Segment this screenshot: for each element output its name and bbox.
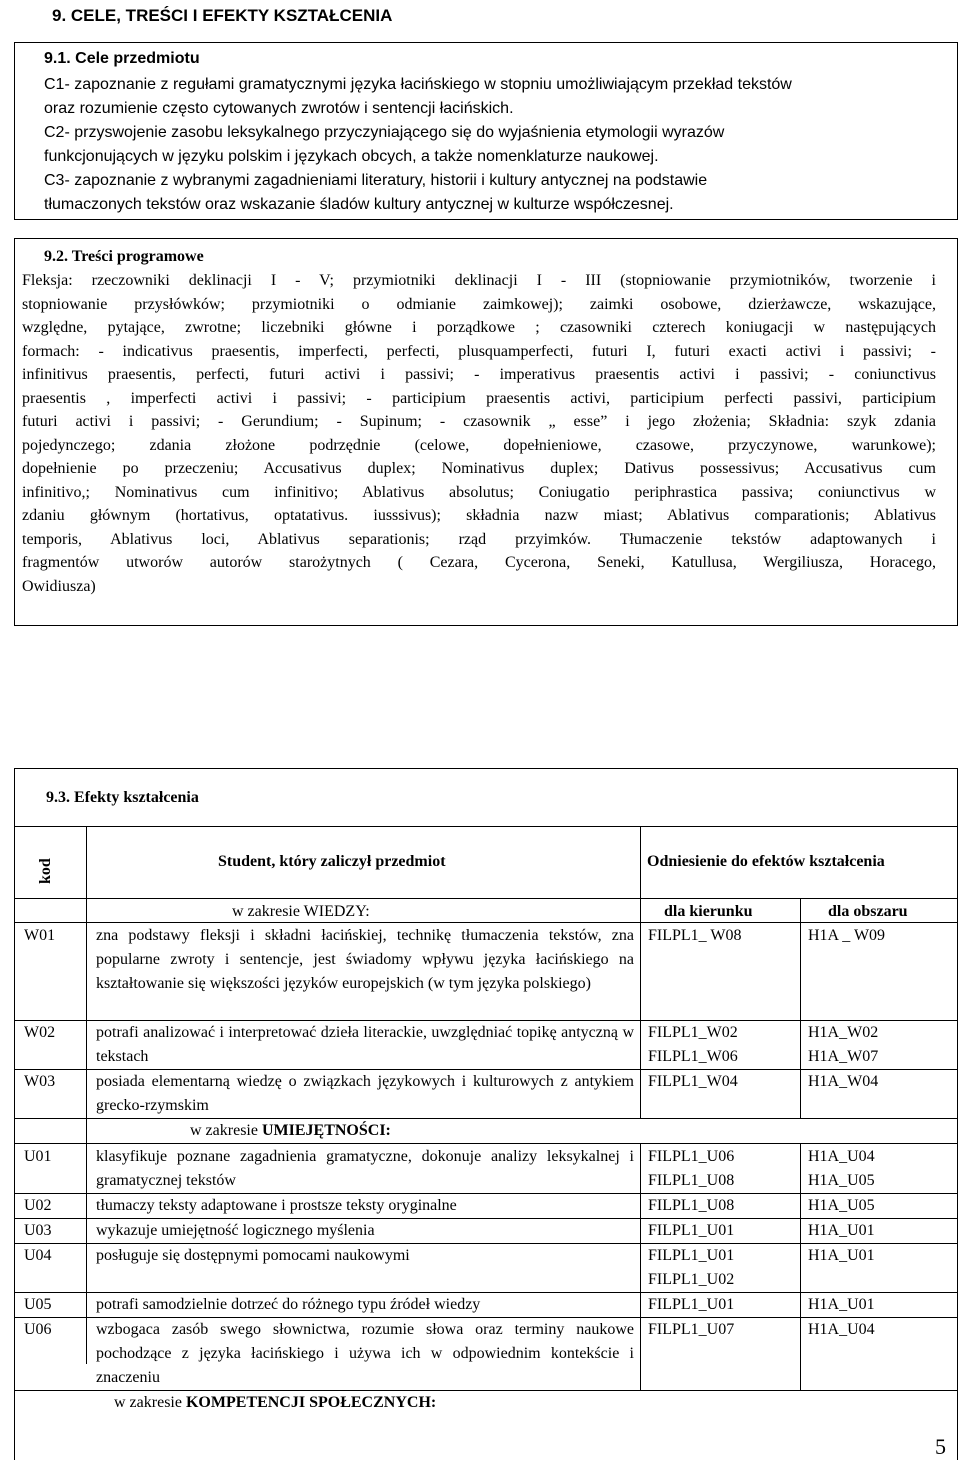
content-line: infinitivo,; Nominativus cum infinitivo; Ablativus absolutus; Coniugatio periphrastica passiva; coniunctivus w bbox=[22, 483, 936, 501]
content-line: futuri activi i passivi; - Gerundium; - Supinum; - czasownik „ esse” i jego złożenia; Składnia: szyk zdania bbox=[22, 413, 936, 430]
ref-kierunek: FILPL1_W04 bbox=[648, 1073, 738, 1090]
ref-obszar: H1A_U01 bbox=[808, 1296, 875, 1313]
effect-description: potrafi samodzielnie dotrzeć do różnego typu źródeł wiedzy bbox=[96, 1296, 481, 1313]
goals-line: tłumaczonych tekstów oraz wskazanie śladów kultury antycznej w kulturze współczesnej. bbox=[44, 196, 674, 213]
ref-obszar: H1A_U01 bbox=[808, 1247, 875, 1264]
content-line: Owidiusza) bbox=[22, 577, 96, 595]
effect-code: U03 bbox=[24, 1222, 52, 1239]
page-number: 5 bbox=[935, 1434, 946, 1459]
effect-description: klasyfikuje poznane zagadnienia gramatyczne, dokonuje analizy leksykalnej i gramatycznej tekstów bbox=[96, 1148, 634, 1189]
effect-code: U04 bbox=[24, 1247, 52, 1264]
section-knowledge: w zakresie WIEDZY: bbox=[232, 903, 370, 920]
ref-kierunek: FILPL1_U06 bbox=[648, 1148, 735, 1165]
goals-heading: 9.1. Cele przedmiotu bbox=[44, 50, 200, 67]
goals-line: C2- przyswojenie zasobu leksykalnego przyczyniającego się do wyjaśnienia etymologii wyrazów bbox=[44, 124, 725, 141]
sub-obszar: dla obszaru bbox=[828, 903, 908, 920]
ref-kierunek: FILPL1_W02 bbox=[648, 1024, 738, 1041]
effect-description: tłumaczy teksty adaptowane i prostsze teksty oryginalne bbox=[96, 1197, 457, 1214]
ref-obszar: H1A_W07 bbox=[808, 1048, 879, 1065]
content-line: pojedynczego; zdania złożone podrzędnie (celowe, dopełnieniowe, czasowe, przyczynowe, warunkowe); bbox=[22, 436, 936, 454]
content-line: Fleksja: rzeczowniki deklinacji I - V; przymiotniki deklinacji I - III (stopniowanie przymiotników, tworzenie i bbox=[22, 272, 936, 289]
ref-kierunek: FILPL1_U01 bbox=[648, 1247, 735, 1264]
ref-kierunek: FILPL1_ W08 bbox=[648, 927, 742, 944]
section-title: 9. CELE, TREŚCI I EFEKTY KSZTAŁCENIA bbox=[52, 6, 393, 25]
effect-code: U01 bbox=[24, 1148, 52, 1165]
goals-line: C3- zapoznanie z wybranymi zagadnieniami literatury, historii i kultury antycznej na podstawie bbox=[44, 172, 708, 189]
ref-kierunek: FILPL1_U02 bbox=[648, 1271, 735, 1288]
effect-description: posiada elementarną wiedzę o związkach językowych i kulturowych z antykiem grecko-rzymskim bbox=[96, 1073, 634, 1114]
col-student: Student, który zaliczył przedmiot bbox=[218, 853, 446, 870]
ref-obszar: H1A _ W09 bbox=[808, 927, 886, 944]
content-line: temporis, Ablativus loci, Ablativus separationis; rząd przyimków. Tłumaczenie tekstów adaptowanych i bbox=[22, 530, 936, 548]
content-line: praesentis , imperfecti activi i passivi; - participium praesentis activi, participium perfecti passivi, participium bbox=[22, 389, 936, 407]
ref-obszar: H1A_U04 bbox=[808, 1321, 875, 1338]
ref-kierunek: FILPL1_U01 bbox=[648, 1296, 735, 1313]
content-line: infinitivus praesentis, perfecti, futuri activi i passivi; - imperativus praesentis activi i passivi; - coniunctivus bbox=[22, 366, 936, 383]
ref-obszar: H1A_U05 bbox=[808, 1172, 875, 1189]
sub-kierunek: dla kierunku bbox=[664, 903, 753, 920]
content-line: zdaniu głównym (hortativus, optatativus. iusssivus); składnia nazw miast; Ablativus comparationis; Ablativus bbox=[22, 507, 936, 524]
content-heading: 9.2. Treści programowe bbox=[44, 248, 204, 265]
content-line: dopełnienie po przeczeniu; Accusativus duplex; Nominativus duplex; Dativus possessivus; Accusativus cum bbox=[22, 460, 936, 477]
effect-code: W02 bbox=[24, 1024, 56, 1041]
ref-obszar: H1A_U01 bbox=[808, 1222, 875, 1239]
content-line: formach: - indicativus praesentis, imperfecti, perfecti, plusquamperfecti, futuri I, futuri exacti activi i passivi; - bbox=[22, 342, 936, 360]
effect-description: wzbogaca zasób swego słownictwa, rozumie słowa oraz terminy naukowe pochodzące z języka łacińskiego i używa ich w odpowiednim kontekście i znaczeniu bbox=[96, 1321, 634, 1386]
ref-obszar: H1A_W04 bbox=[808, 1073, 879, 1090]
ref-kierunek: FILPL1_U01 bbox=[648, 1222, 735, 1239]
section-competence: w zakresie KOMPETENCJI SPOŁECZNYCH: bbox=[114, 1394, 437, 1411]
effect-code: U06 bbox=[24, 1321, 52, 1338]
ref-obszar: H1A_W02 bbox=[808, 1024, 879, 1041]
content-line: stopniowanie przysłówków; przymiotniki o odmianie zaimkowej); zaimki osobowe, dzierżawcze, wskazujące, bbox=[22, 295, 936, 313]
ref-obszar: H1A_U05 bbox=[808, 1197, 875, 1214]
ref-kierunek: FILPL1_W06 bbox=[648, 1048, 738, 1065]
effect-description: potrafi analizować i interpretować dzieła literackie, uwzględniać topikę antyczną w tekstach bbox=[96, 1024, 634, 1065]
effect-code: W01 bbox=[24, 927, 56, 944]
goals-line: C1- zapoznanie z regułami gramatycznymi języka łacińskiego w stopniu umożliwiającym przekład tekstów bbox=[44, 76, 792, 93]
effects-heading: 9.3. Efekty kształcenia bbox=[46, 789, 199, 806]
col-reference: Odniesienie do efektów kształcenia bbox=[647, 853, 885, 870]
ref-kierunek: FILPL1_U08 bbox=[648, 1197, 735, 1214]
ref-obszar: H1A_U04 bbox=[808, 1148, 875, 1165]
content-line: fragmentów utworów autorów starożytnych ( Cezara, Cycerona, Seneki, Katullusa, Wergiliusza, Horacego, bbox=[22, 554, 936, 571]
content-line: względne, pytające, zwrotne; liczebniki główne i porządkowe ; czasowniki czterech koniugacji w następujących bbox=[22, 319, 936, 336]
ref-kierunek: FILPL1_U07 bbox=[648, 1321, 735, 1338]
goals-line: funkcjonujących w języku polskim i językach obcych, a także nomenklaturze naukowej. bbox=[44, 148, 659, 165]
effect-description: posługuje się dostępnymi pomocami naukowymi bbox=[96, 1247, 410, 1264]
effect-description: wykazuje umiejętność logicznego myślenia bbox=[96, 1222, 375, 1239]
effect-code: U02 bbox=[24, 1197, 52, 1214]
section-skills: w zakresie UMIEJĘTNOŚCI: bbox=[190, 1122, 391, 1139]
col-kod: kod bbox=[37, 858, 54, 884]
goals-line: oraz rozumienie często cytowanych zwrotów i sentencji łacińskich. bbox=[44, 100, 514, 117]
effect-description: zna podstawy fleksji i składni łacińskiej, technikę tłumaczenia tekstów, zna popularne zwroty i sentencje, jest świadomy wpływu języka łacińskiego na kształtowanie się większości języków europejskich (w tym języka polskiego) bbox=[96, 927, 634, 992]
effect-code: W03 bbox=[24, 1073, 56, 1090]
ref-kierunek: FILPL1_U08 bbox=[648, 1172, 735, 1189]
effect-code: U05 bbox=[24, 1296, 52, 1313]
